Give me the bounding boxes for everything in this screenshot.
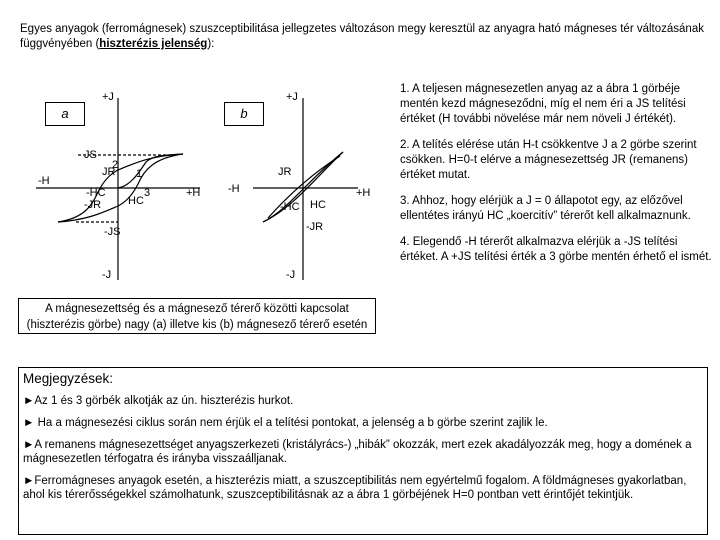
panel-a-label: a — [45, 102, 85, 126]
panel-b-label: b — [224, 102, 264, 126]
intro-emphasis: hiszterézis jelenség — [99, 38, 208, 50]
hysteresis-figure — [18, 80, 390, 320]
panel-b-plus-h: +H — [356, 187, 371, 199]
note-item: ►A remanens mágnesezettséget anyagszerkezeti (kristályrács-) „hibák” okozzák, mert ezek akadályozzák meg, hogy a domének a mágnesezetlen térfogatra és irányba visszaálljanak. — [23, 439, 692, 465]
panel-b-minus-hc: -HC — [280, 201, 300, 213]
panel-b-jr: JR — [278, 166, 292, 178]
intro-text-after: ): — [207, 38, 215, 50]
panel-a-curve-2-label: 2 — [112, 159, 119, 171]
note-item: ►Az 1 és 3 görbék alkotják az ún. hiszterézis hurkot. — [23, 395, 294, 407]
notes-box — [18, 367, 708, 535]
panel-a-plus-h: +H — [186, 187, 201, 199]
panel-b-minus-h: -H — [228, 183, 240, 195]
step-item: 4. Elegendő -H térerőt alkalmazva elérjük a -JS telítési értéket. A +JS telítési érték a 3 görbe mentén érhető el ismét. — [400, 236, 712, 263]
note-item: ►Ferromágneses anyagok esetén, a hiszterézis miatt, a szuszceptibilitás nem egyértelmű fogalom. A földmágneses gyakorlatban, ahol kis térerősségekkel számolhatunk, szuszceptibilitásnak az a ábra 1 görbéjének H=0 pontban vett érintőjét tekintjük. — [23, 475, 687, 501]
steps-list — [400, 82, 712, 276]
intro-text-before: Egyes anyagok (ferromágnesek) szuszceptibilitása jellegzetes változáson megy keresztül az anyagra ható mágneses tér változásának függvényében ( — [20, 23, 704, 50]
step-item: 3. Ahhoz, hogy elérjük a J = 0 állapotot egy, az előzővel ellentétes irányú HC „koercitív” térerőt kell alkalmaznunk. — [400, 195, 691, 222]
note-item: ► Ha a mágnesezési ciklus során nem érjük el a telítési pontokat, a jelenség a b görbe szerint zajlik le. — [23, 417, 548, 429]
panel-a-minus-h: -H — [38, 175, 50, 187]
step-item: 2. A telítés elérése után H-t csökkentve J a 2 görbe szerint csökken. H=0-t elérve a mágnesezettség JR (remanens) értéket mutat. — [400, 139, 697, 181]
panel-a-plus-j: +J — [102, 91, 114, 103]
panel-a-curve-1 — [118, 154, 183, 188]
panel-a-curve-1-label: 1 — [136, 168, 143, 180]
notes-title: Megjegyzések: — [23, 371, 114, 386]
step-item: 1. A teljesen mágnesezetlen anyag az a ábra 1 görbéje mentén kezd mágneseződni, míg el nem éri a JS telítési értéket (H további növelése már nem növeli J értékét). — [400, 83, 686, 125]
panel-a-minus-hc: -HC — [86, 187, 106, 199]
panel-a-jr: JR — [102, 166, 116, 178]
panel-a-minus-jr: -JR — [84, 199, 102, 211]
panel-b-hc: HC — [310, 199, 326, 211]
figure-caption: A mágnesezettség és a mágnesező térerő közötti kapcsolat (hiszterézis görbe) nagy (a) illetve kis (b) mágnesező térerő esetén — [18, 298, 376, 334]
intro-paragraph — [20, 22, 710, 52]
panel-a-minus-j: -J — [102, 269, 112, 281]
panel-b-minus-j: -J — [286, 269, 296, 281]
panel-b-minus-jr: -JR — [306, 221, 324, 233]
panel-a-curve-3-label: 3 — [144, 187, 151, 199]
panel-b-plus-j: +J — [286, 91, 298, 103]
panel-a-hc: HC — [128, 195, 144, 207]
panel-a-js: JS — [84, 149, 97, 161]
panel-a-minus-js: -JS — [104, 226, 121, 238]
